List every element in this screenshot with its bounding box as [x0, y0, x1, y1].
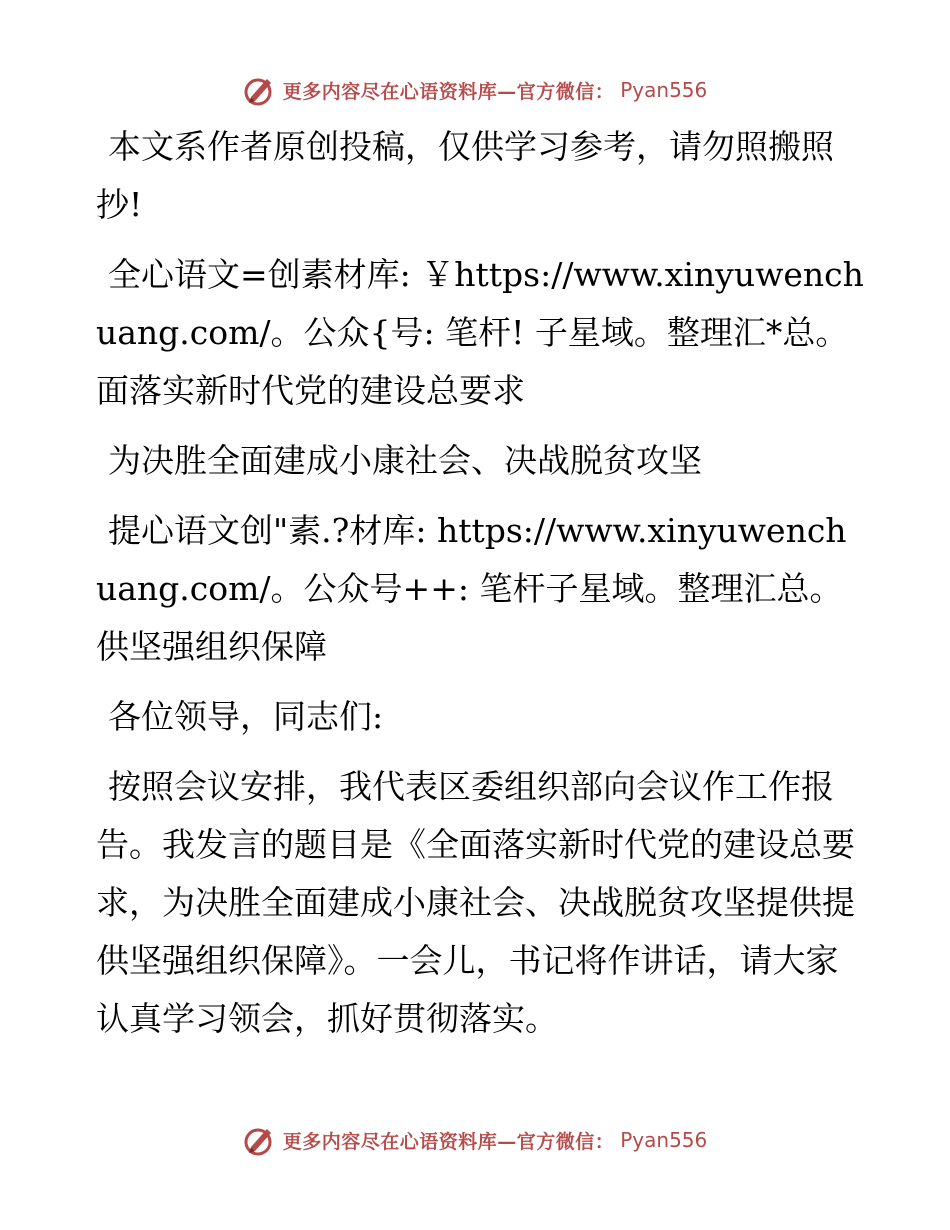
- paragraph-body: 按照会议安排，我代表区委组织部向会议作工作报告。我发言的题目是《全面落实新时代党的建设总要求，为决胜全面建成小康社会、决战脱贫攻坚提供提供坚强组织保障》。一会儿，书记将作讲话，请大家认真学习领会，抓好贯彻落实。: [96, 767, 855, 1038]
- paragraph-source-1: 全心语文=创素材库: ￥https://www.xinyuwenchuang.com/。公众{号: 笔杆! 子星域。整理汇*总。面落实新时代党的建设总要求: [96, 255, 864, 410]
- paragraph-salutation: 各位领导，同志们:: [108, 697, 384, 736]
- document-body: [96, 118, 866, 1060]
- footer-banner: [0, 1120, 950, 1160]
- banner-wechat-id: Pyan556: [620, 78, 708, 102]
- paragraph-source-2: 提心语文创"素.?材库: https://www.xinyuwenchuang.com/。公众号++: 笔杆子星域。整理汇总。供坚强组织保障: [96, 511, 847, 666]
- paragraph-notice: 本文系作者原创投稿，仅供学习参考，请勿照搬照抄!: [96, 127, 834, 224]
- banner-text: 更多内容尽在心语资料库—官方微信：: [282, 1130, 615, 1153]
- paragraph-title-part: 为决胜全面建成小康社会、决战脱贫攻坚: [108, 441, 702, 480]
- header-banner: [0, 70, 950, 110]
- pen-logo-icon: [243, 73, 277, 107]
- pen-logo-icon: [243, 1123, 277, 1157]
- banner-wechat-id: Pyan556: [620, 1128, 708, 1152]
- banner-text: 更多内容尽在心语资料库—官方微信：: [282, 80, 615, 103]
